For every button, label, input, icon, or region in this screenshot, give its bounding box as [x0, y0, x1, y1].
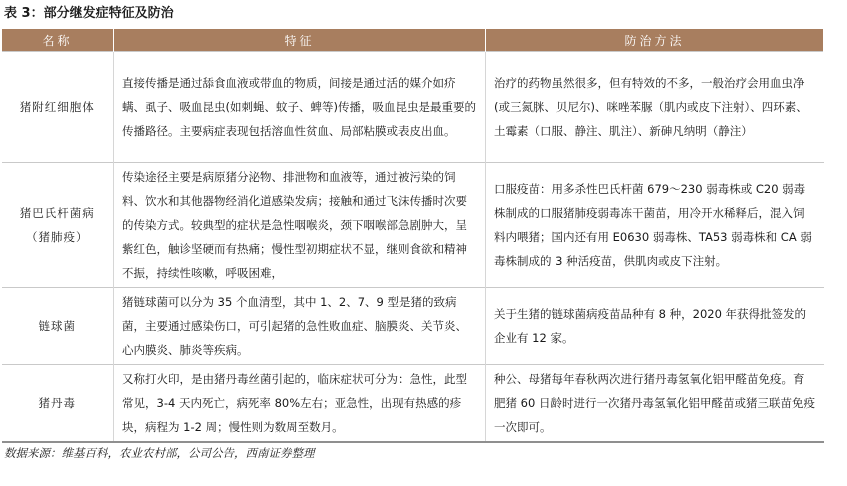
table-header-row — [2, 29, 824, 52]
disease-name: 猪巴氏杆菌病 — [19, 206, 95, 220]
disease-name-cell: 猪丹毒 — [2, 365, 114, 443]
treatment-cell: 口服疫苗：用多杀性巴氏杆菌 679～230 弱毒株或 C20 弱毒株制成的口服猪肺疫弱毒冻干菌苗，用冷开水稀释后，混入饲料内喂猪；国内还有用 E0630 弱毒株、TA53 弱毒株和 CA 弱毒株制成的 3 种活疫苗，供肌肉或皮下注射。 — [486, 163, 824, 288]
table-row — [2, 365, 824, 443]
table-row — [2, 288, 824, 365]
treatment-cell: 种公、母猪每年春秋两次进行猪丹毒氢氧化铝甲醛苗免疫。育肥猪 60 日龄时进行一次猪丹毒氢氧化铝甲醛苗或猪三联苗免疫一次即可。 — [486, 365, 824, 443]
disease-name-cell: 猪附红细胞体 — [2, 52, 114, 163]
table-row — [2, 52, 824, 163]
column-header-name: 名称 — [2, 29, 114, 52]
disease-table — [1, 29, 824, 443]
feature-cell: 直接传播是通过舔食血液或带血的物质，间接是通过活的媒介如疥螨、虱子、吸血昆虫(如刺蝇、蚊子、蜱等)传播，吸血昆虫是最重要的传播路径。主要病症表现包括溶血性贫血、局部粘膜或表皮出血。 — [114, 52, 486, 163]
feature-cell: 传染途径主要是病原猪分泌物、排泄物和血液等，通过被污染的饲料、饮水和其他器物经消化道感染发病；接触和通过飞沫传播时次要的传染方式。较典型的症状是急性咽喉炎，颈下咽喉部急剧肿大，呈紫红色，触诊坚硬而有热痛；慢性型初期症状不显，继则食欲和精神不振，持续性咳嗽，呼吸困难， — [114, 163, 486, 288]
disease-alias: （猪肺疫） — [26, 230, 89, 244]
disease-name-cell — [2, 163, 114, 288]
treatment-cell: 治疗的药物虽然很多，但有特效的不多，一般治疗会用血虫净(或三氮脒、贝尼尔)、咪唑苯脲（肌内或皮下注射）、四环素、土霉素（口服、静注、肌注）、新砷凡纳明（静注） — [486, 52, 824, 163]
feature-cell: 又称打火印，是由猪丹毒丝菌引起的，临床症状可分为：急性，此型常见，3-4 天内死亡，病死率 80%左右；亚急性，出现有热感的疹块，病程为 1-2 周；慢性则为数周至数月。 — [114, 365, 486, 443]
column-header-feature: 特征 — [114, 29, 486, 52]
table-row — [2, 163, 824, 288]
column-header-treatment: 防治方法 — [486, 29, 824, 52]
treatment-cell: 关于生猪的链球菌病疫苗品种有 8 种，2020 年获得批签发的企业有 12 家。 — [486, 288, 824, 365]
table-caption: 表 3：部分继发症特征及防治 — [4, 6, 174, 21]
feature-cell: 猪链球菌可以分为 35 个血清型，其中 1、2、7、9 型是猪的致病菌，主要通过感染伤口，可引起猪的急性败血症、脑膜炎、关节炎、心内膜炎、肺炎等疾病。 — [114, 288, 486, 365]
data-source-note: 数据来源：维基百科，农业农村部，公司公告，西南证券整理 — [4, 446, 315, 460]
disease-name-cell: 链球菌 — [2, 288, 114, 365]
